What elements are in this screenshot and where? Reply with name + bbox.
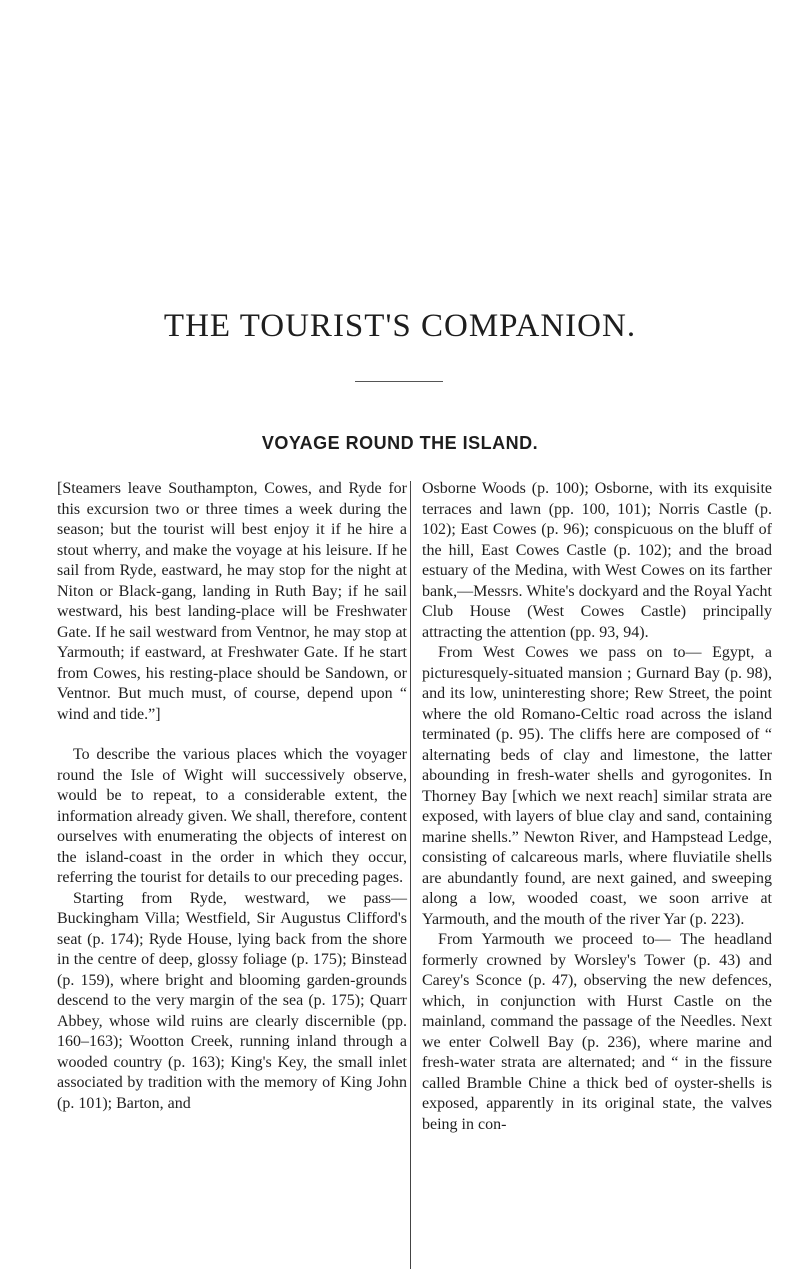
body-paragraph: To describe the various places which the voyager round the Isle of Wight will successively observe, would be to repeat, to a considerable extent, the information already given. We shall, therefore, content ourselves with enumerating the objects of interest on the island-coast in the order in which they occur, referring the tourist for details to our preceding pages.	[57, 746, 407, 886]
book-title: THE TOURIST'S COMPANION.	[163, 308, 637, 344]
body-paragraph: From Yarmouth we proceed to— The headland formerly crowned by Worsley's Tower (p. 43) and Carey's Sconce (p. 47), observing the new defences, which, in conjunction with Hurst Castle on the mainland, command the passage of the Needles. Next we enter Colwell Bay (p. 236), where marine and fresh-water strata are alternated; and “ in the fissure called Bramble Chine a thick bed of oyster-shells is exposed, apparently in its original state, the valves being in con-	[422, 931, 772, 1133]
intro-paragraph: [Steamers leave Southampton, Cowes, and Ryde for this excursion two or three times a week during the season; but the tourist will best enjoy it if he hire a stout wherry, and make the voyage at his leisure. If he sail from Ryde, eastward, he may stop for the night at Niton or Black-gang, landing in Ruth Bay; if he sail westward, his best landing-place will be Freshwater Gate. If he sail westward from Ventnor, he may stop at Yarmouth; if eastward, at Freshwater Gate. If he start from Cowes, his resting-place should be Sandown, or Ventnor. But much must, of course, depend upon “ wind and tide.”]	[57, 480, 407, 723]
right-column	[422, 479, 772, 1135]
body-paragraph: Starting from Ryde, westward, we pass— Buckingham Villa; Westfield, Sir Augustus Clifford's seat (p. 174); Ryde House, lying back from the shore in the centre of deep, glossy foliage (p. 175); Binstead (p. 159), where bright and blooming garden-grounds descend to the very margin of the sea (p. 175); Quarr Abbey, whose wild ruins are clearly discernible (pp. 160–163); Wootton Creek, running inland through a wooded country (p. 163); King's Key, the small inlet associated by tradition with the memory of King John (p. 101); Barton, and	[57, 889, 407, 1112]
left-column	[57, 479, 407, 1114]
body-paragraph: Osborne Woods (p. 100); Osborne, with its exquisite terraces and lawn (pp. 100, 101); Norris Castle (p. 102); East Cowes (p. 96); conspicuous on the bluff of the hill, East Cowes Castle (p. 102); and the broad estuary of the Medina, with West Cowes on its farther bank,—Messrs. White's dockyard and the Royal Yacht Club House (West Cowes Castle) principally attracting the attention (pp. 93, 94).	[422, 480, 772, 641]
title-rule	[355, 381, 443, 382]
section-heading: VOYAGE ROUND THE ISLAND.	[261, 433, 539, 453]
body-paragraph: From West Cowes we pass on to— Egypt, a picturesquely-situated mansion ; Gurnard Bay (p. 98), and its low, uninteresting shore; Rew Street, the point where the old Romano-Celtic road across the island terminated (p. 95). The cliffs here are composed of “ alternating beds of clay and limestone, the latter abounding in fresh-water shells and gyrogonites. In Thorney Bay [which we next reach] similar strata are exposed, with layers of blue clay and sand, containing marine shells.” Newton River, and Hampstead Ledge, consisting of calcareous marls, where fluviatile shells are abundantly found, are next gained, and sweeping along a low, wooded coast, we soon arrive at Yarmouth, and the mouth of the river Yar (p. 223).	[422, 644, 772, 928]
column-divider	[410, 481, 411, 1269]
